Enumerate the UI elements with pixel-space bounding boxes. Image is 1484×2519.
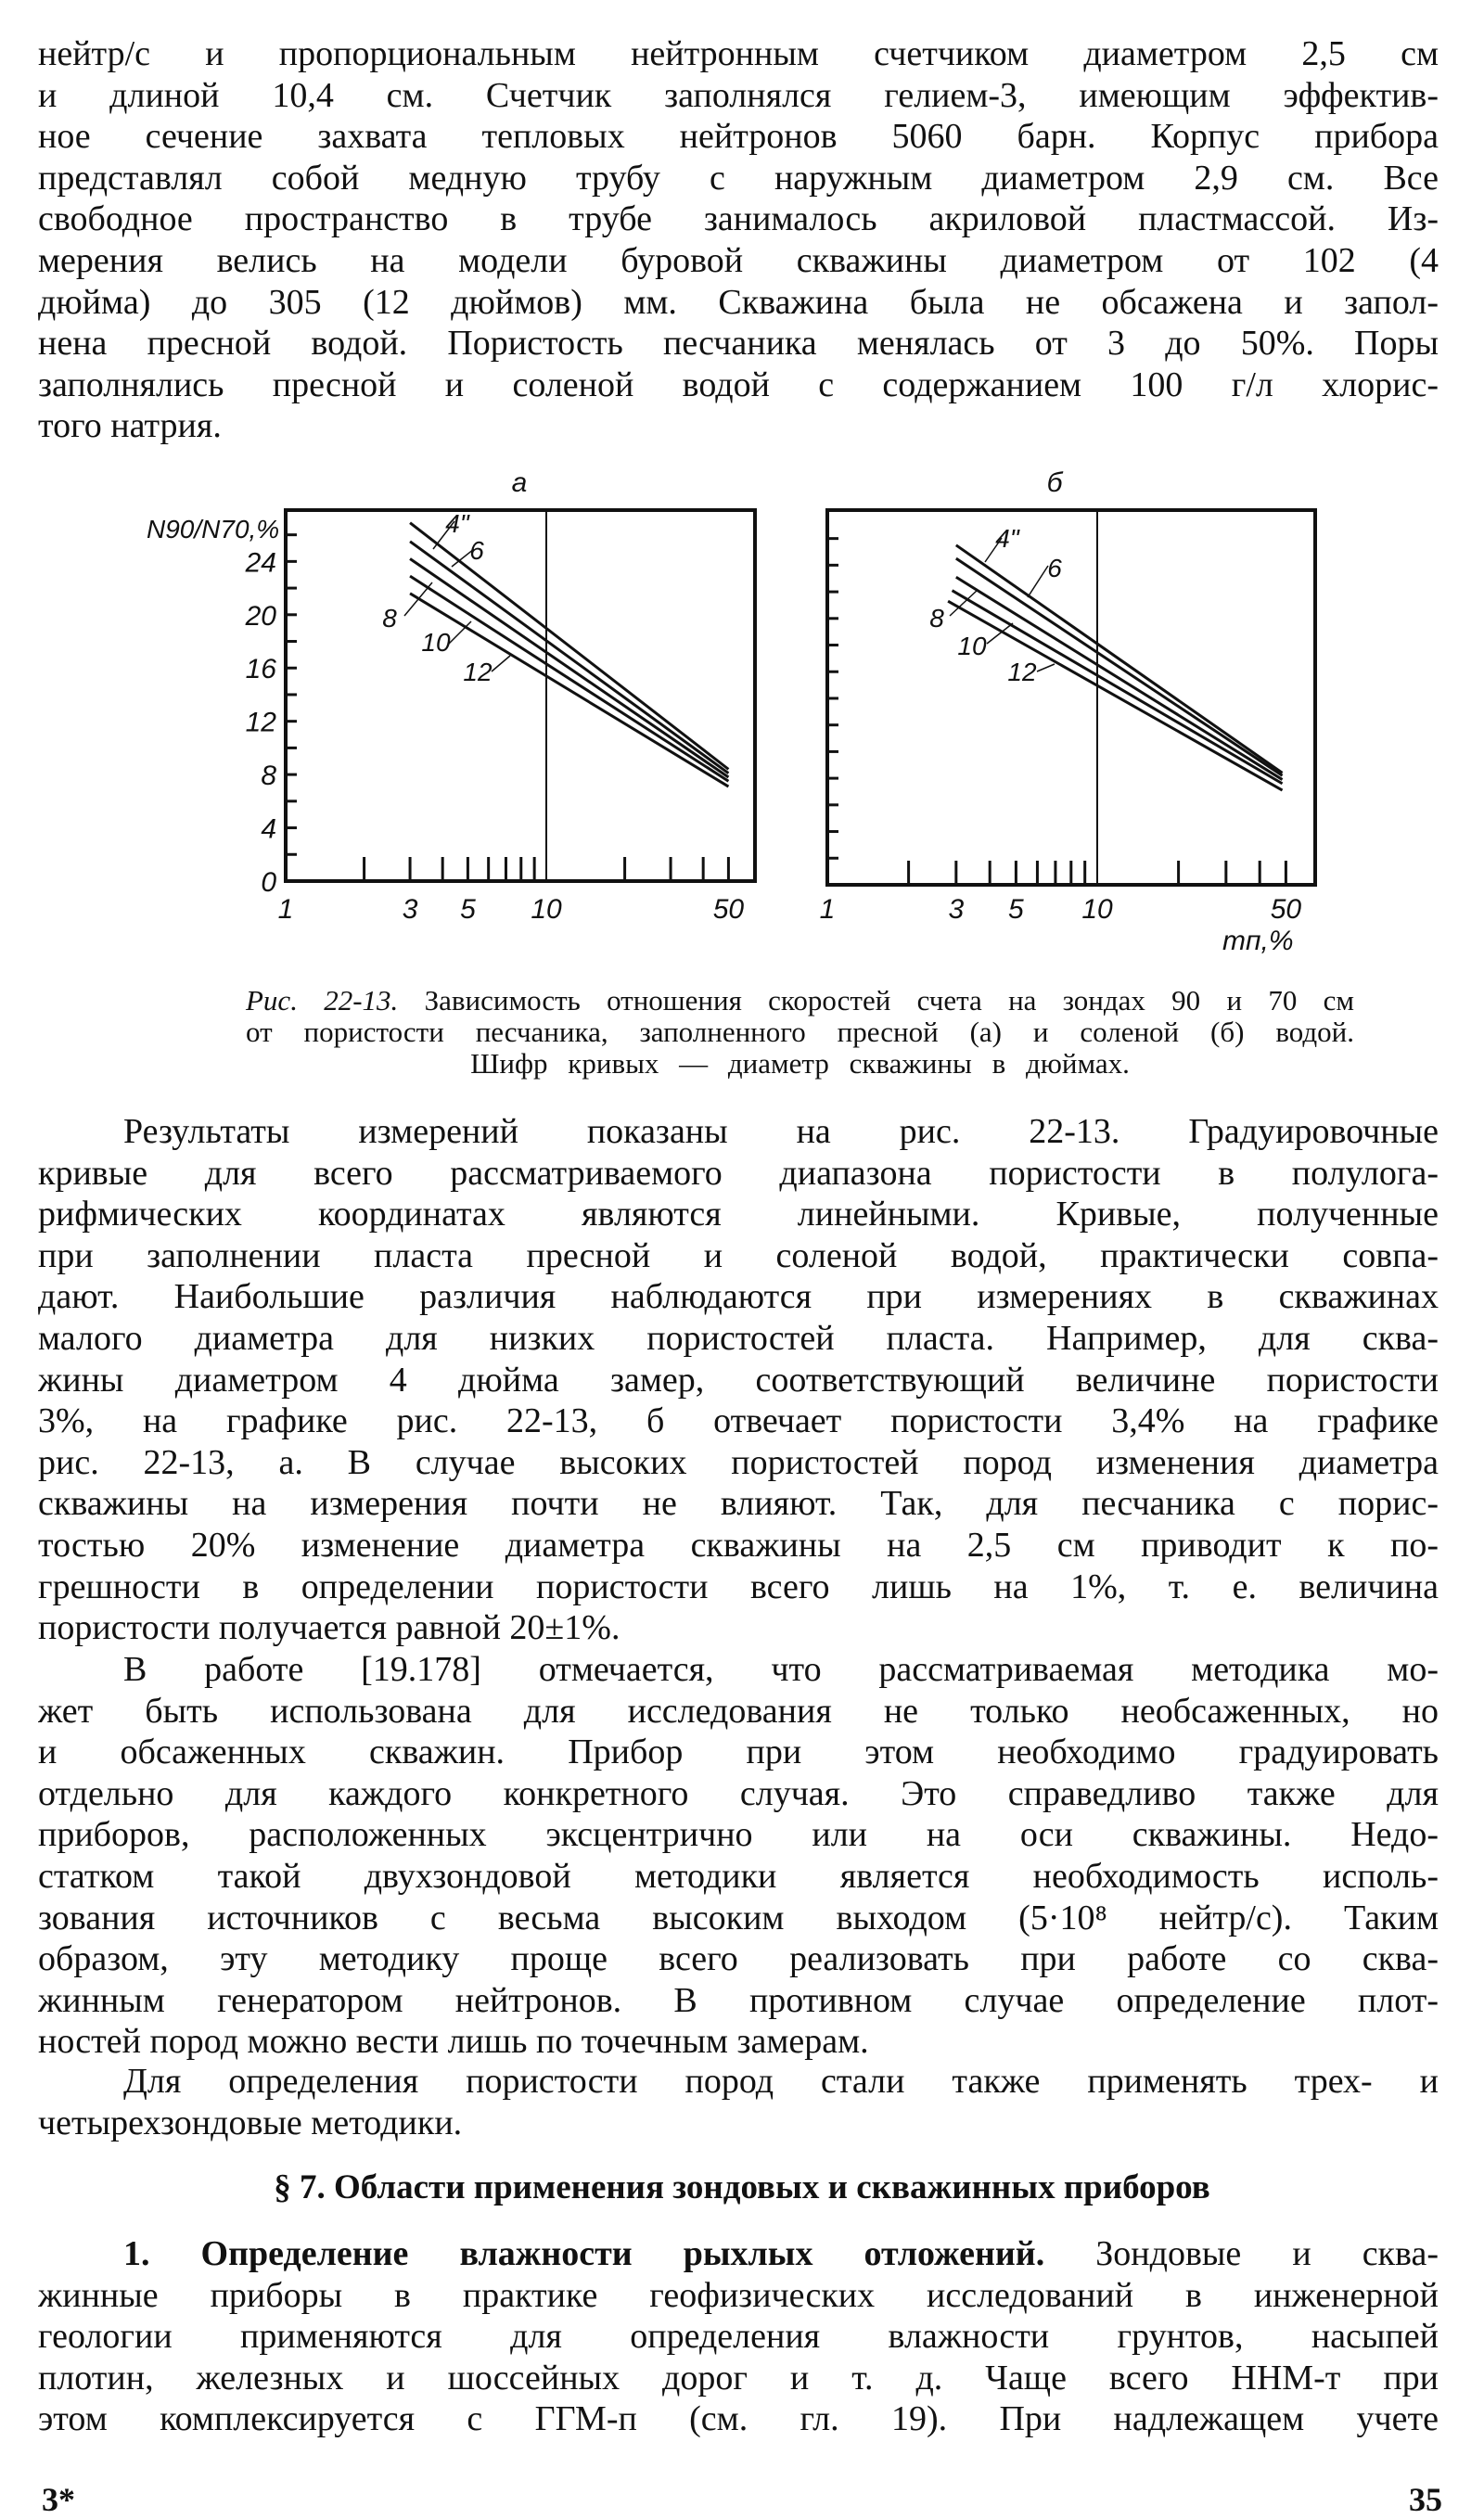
series-leader-line [1037, 664, 1055, 671]
text-line: грешности в определении пористости всего лишь на 1%, т. е. величина [38, 1566, 1439, 1606]
text-line: того натрия. [38, 406, 222, 446]
series-line [410, 576, 728, 781]
signature-mark: 3* [42, 2481, 75, 2518]
x-tick-label: 10 [1081, 894, 1113, 925]
chart-panel-a [147, 467, 755, 925]
text-line [38, 2233, 1439, 2275]
text-line: геологии применяются для определения влажности грунтов, насыпей [38, 2317, 1439, 2357]
y-tick-label: 24 [245, 547, 276, 579]
text-line: при заполнении пласта пресной и соленой водой, практически совпа- [38, 1235, 1439, 1275]
paragraph-section-1 [38, 2233, 1439, 2440]
text-line: малого диаметра для низких пористостей пласта. Например, для сква- [38, 1318, 1439, 1358]
plot-frame [827, 510, 1315, 885]
chart-panel-b [820, 467, 1315, 956]
x-axis-label: mп,% [1222, 926, 1294, 956]
panel-label: б [1046, 467, 1063, 498]
text-line: пористости получается равной 20±1%. [38, 1608, 620, 1648]
series-label: 10 [957, 632, 987, 660]
text-line: зования источников с весьма высоким выходом (5·10⁸ нейтр/с). Таким [38, 1898, 1439, 1937]
section-heading: § 7. Области применения зондовых и скважинных приборов [274, 2168, 1210, 2206]
plot-frame [286, 510, 755, 881]
text-line: и обсаженных скважин. Прибор при этом необходимо градуировать [38, 1733, 1439, 1772]
y-tick-label: 12 [245, 707, 276, 738]
y-tick-label: 0 [261, 867, 276, 898]
figure-caption [246, 985, 1354, 1080]
text-line: статком такой двухзондовой методики является необходимость исполь- [38, 1856, 1439, 1896]
text-line: жинным генератором нейтронов. В противном случае определение плот- [38, 1980, 1439, 2020]
caption-text: Зависимость отношения скоростей счета на зондах 90 и 70 см [398, 984, 1354, 1017]
series-line [956, 558, 1283, 775]
text-line: рис. 22-13, а. В случае высоких пористостей пород изменения диаметра [38, 1442, 1439, 1482]
series-label: 8 [382, 604, 397, 633]
paragraph-multiprobe [38, 2061, 1439, 2143]
text-line: жинные приборы в практике геофизических исследований в инженерной [38, 2275, 1439, 2315]
panel-label: а [511, 467, 528, 498]
text-line: скважины на измерения почти не влияют. Так, для песчаника с порис- [38, 1484, 1439, 1524]
x-tick-label: 5 [1008, 894, 1024, 925]
y-tick-label: 16 [245, 654, 276, 685]
y-tick-label: 4 [261, 813, 276, 845]
text-line: и длиной 10,4 см. Счетчик заполнялся гелием-3, имеющим эффектив- [38, 75, 1439, 115]
text-line: плотин, железных и шоссейных дорог и т. д. Чаще всего ННМ-т при [38, 2358, 1439, 2398]
series-label: 4" [995, 524, 1019, 553]
caption-label: Рис. 22-13. [246, 984, 399, 1017]
text-line: рифмических координатах являются линейными. Кривые, полученные [38, 1195, 1439, 1234]
text-line: Для определения пористости пород стали также применять трех- и [123, 2062, 1439, 2101]
y-axis-label: N90/N70,% [147, 515, 280, 543]
x-tick-label: 3 [402, 894, 418, 925]
text-line: мерения велись на модели буровой скважины диаметром от 102 (4 [38, 240, 1439, 280]
caption-line-2: от пористости песчаника, заполненного пресной (а) и соленой (б) водой. [246, 1016, 1354, 1048]
text-line: дюйма) до 305 (12 дюймов) мм. Скважина была не обсажена и запол- [38, 282, 1439, 322]
y-tick-label: 8 [261, 761, 276, 792]
text-line: жет быть использована для исследования не только необсаженных, но [38, 1691, 1439, 1731]
text-line: четырехзондовые методики. [38, 2103, 463, 2142]
series-line [410, 542, 728, 774]
series-label: 6 [469, 536, 484, 565]
series-line [956, 545, 1283, 774]
y-tick-label: 20 [245, 600, 276, 632]
text-line: свободное пространство в трубе занималось акриловой пластмассой. Из- [38, 199, 1439, 239]
text-line: нена пресной водой. Пористость песчаника менялась от 3 до 50%. Поры [38, 324, 1439, 364]
series-leader-line [492, 656, 510, 671]
series-label: 12 [463, 658, 493, 686]
text-line: нейтр/с и пропорциональным нейтронным счетчиком диаметром 2,5 см [38, 34, 1439, 73]
x-tick-label: 10 [531, 894, 562, 925]
text-line: тостью 20% изменение диаметра скважины на 2,5 см приводит к по- [38, 1525, 1439, 1565]
text-line: заполнялись пресной и соленой водой с содержанием 100 г/л хлорис- [38, 364, 1439, 404]
series-label: 8 [929, 604, 944, 633]
text-line: кривые для всего рассматриваемого диапазона пористости в полулога- [38, 1153, 1439, 1193]
text-line: жины диаметром 4 дюйма замер, соответствующий величине пористости [38, 1360, 1439, 1400]
figure-22-13 [0, 0, 1484, 983]
text-span: Зондовые и сква- [1044, 2234, 1439, 2273]
x-tick-label: 1 [277, 894, 294, 925]
x-tick-label: 50 [1270, 894, 1302, 925]
text-line: дают. Наибольшие различия наблюдаются при измерениях в скважинах [38, 1277, 1439, 1317]
text-line: представлял собой медную трубу с наружным диаметром 2,9 см. Все [38, 158, 1439, 198]
text-line: В работе [19.178] отмечается, что рассматриваемая методика мо- [123, 1650, 1439, 1689]
x-tick-label: 50 [712, 894, 745, 925]
text-line: ное сечение захвата тепловых нейтронов 5060 барн. Корпус прибора [38, 117, 1439, 157]
series-line [410, 594, 728, 786]
series-leader-line [1028, 566, 1048, 597]
text-line: приборов, расположенных эксцентрично или на оси скважины. Недо- [38, 1815, 1439, 1855]
series-label: 6 [1047, 554, 1062, 582]
x-tick-label: 3 [948, 894, 965, 925]
x-tick-label: 1 [819, 894, 836, 925]
text-line: 3%, на графике рис. 22-13, б отвечает пористости 3,4% на графике [38, 1401, 1439, 1441]
series-line [410, 558, 728, 777]
text-line: образом, эту методику проще всего реализовать при работе со сква- [38, 1939, 1439, 1979]
text-line: Результаты измерений показаны на рис. 22-13. Градуировочные [123, 1112, 1439, 1151]
series-label: 10 [421, 628, 451, 657]
series-line [948, 601, 1282, 790]
paragraph-method [38, 1649, 1439, 2063]
series-label: 12 [1007, 658, 1037, 686]
caption-line-1 [246, 985, 1354, 1017]
paragraph-results [38, 1111, 1439, 1649]
caption-line-3: Шифр кривых — диаметр скважины в дюймах. [470, 1047, 1130, 1080]
series-label: 4" [445, 509, 469, 538]
text-line: ностей пород можно вести лишь по точечным замерам. [38, 2022, 869, 2062]
page-number: 35 [1409, 2481, 1442, 2518]
series-line [956, 577, 1283, 779]
series-line [953, 591, 1283, 784]
series-line [410, 523, 728, 770]
x-tick-label: 5 [460, 894, 476, 925]
text-line: этом комплексируется с ГГМ-п (см. гл. 19). При надлежащем учете [38, 2399, 1439, 2439]
subsection-title: 1. Определение влажности рыхлых отложений. [123, 2234, 1045, 2273]
text-line: отдельно для каждого конкретного случая. Это справедливо также для [38, 1773, 1439, 1813]
